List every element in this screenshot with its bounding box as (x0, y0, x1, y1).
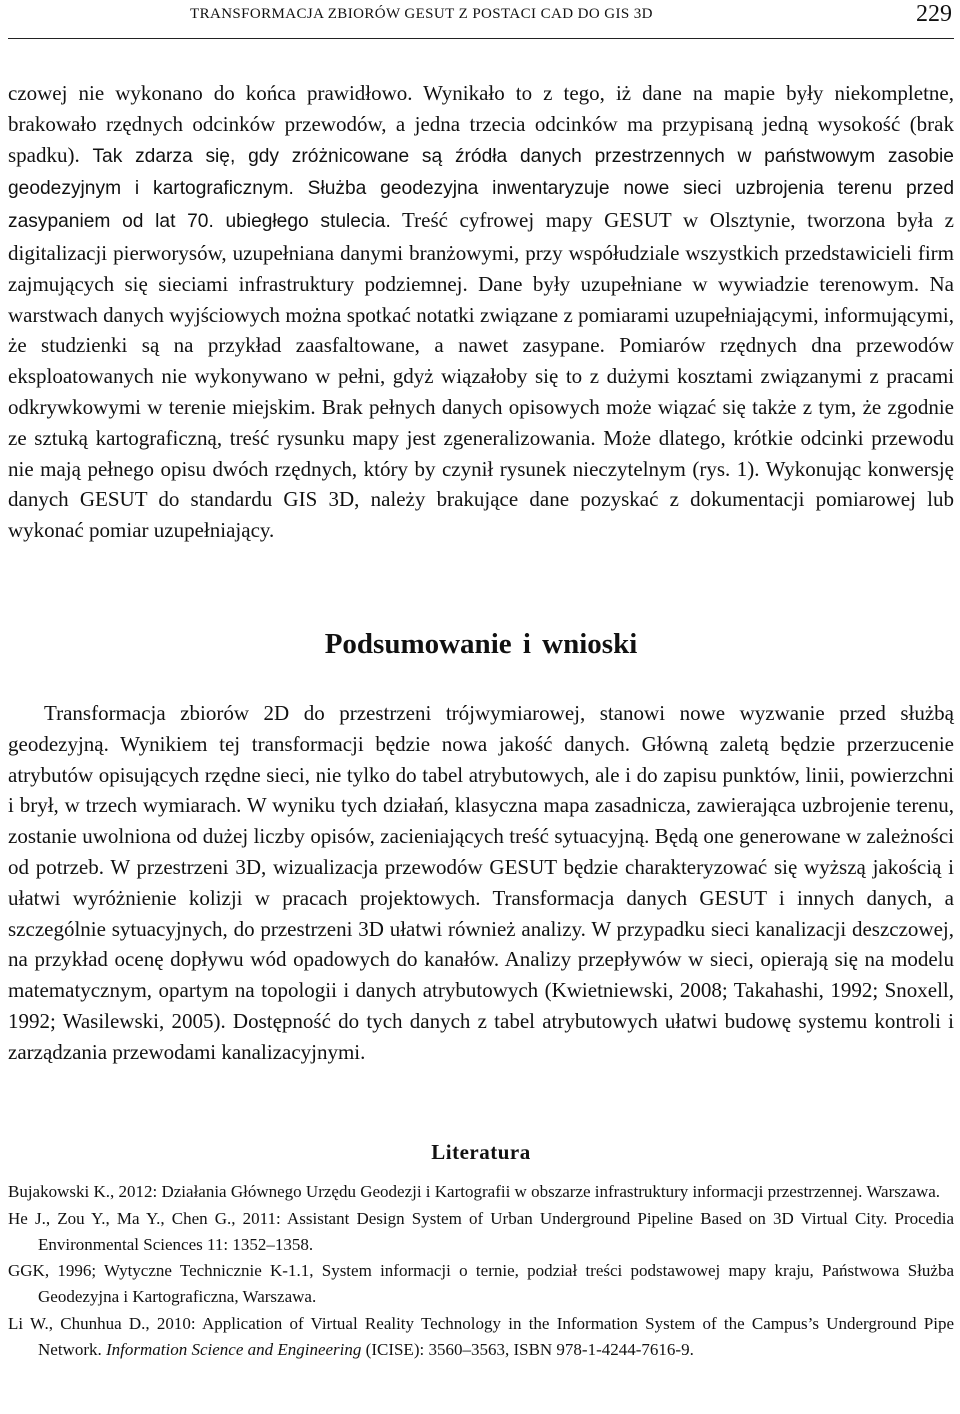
reference-item: Bujakowski K., 2012: Działania Głównego Urzędu Geodezji i Kartografii w obszarze infrastruktury informacji przestrzennej. Warszawa. (8, 1182, 941, 1201)
body-text-sans: Tak zdarza się, gdy zróżnicowane są źródła danych przestrzennych w państwowym zasobie geodezyjnym i kartograficznym. Służba geodezyjna inwentaryzuje nowe sieci uzbrojenia terenu przed zasypaniem od lat 70. ubiegłego stulecia. (8, 145, 954, 233)
page-number: 229 (916, 1, 952, 27)
page-header (8, 0, 954, 39)
running-head: TRANSFORMACJA ZBIORÓW GESUT Z POSTACI CAD DO GIS 3D (190, 6, 653, 22)
reference-text: Li W., Chunhua D., 2010: Application of Virtual Reality Technology in the Information System of the Campus’s Underground Pipe Network. (8, 1313, 954, 1359)
reference-item: GGK, 1996; Wytyczne Technicznie K-1.1, System informacji o ternie, podział treści podstawowej mapy kraju, Państwowa Służba Geodezyjna i Kartograficzna, Warszawa. (8, 1261, 954, 1306)
reference-item: He J., Zou Y., Ma Y., Chen G., 2011: Assistant Design System of Urban Underground Pipeline Based on 3D Virtual City. Procedia Environmental Sciences 11: 1352–1358. (8, 1208, 954, 1254)
body-paragraph (8, 78, 954, 546)
summary-paragraph: Transformacja zbiorów 2D do przestrzeni trójwymiarowej, stanowi nowe wyzwanie przed służbą geodezyjną. Wynikiem tej transformacji będzie nowa jakość danych. Główną zaletą będzie przerzucenie atrybutów opisujących rzędne sieci, nie tylko do tabel atrybutowych, ale i do zapisu punktów, linii, powierzchni i brył, w trzech wymiarach. W wyniku tych działań, klasyczna mapa zasadnicza, zawierająca uzbrojenie terenu, zostanie uwolniona od dużej liczby opisów, zacieniających treść sytuacyjną. Będą one generowane w zależności od potrzeb. W przestrzeni 3D, wizualizacja przewodów GESUT będzie charakteryzować się wyższą jakością i ułatwi wyróżnienie kolizji w pracach projektowych. Transformacja danych GESUT i innych danych, a szczególnie sytuacyjnych, do przestrzeni 3D ułatwi również analizy. W przypadku sieci kanalizacji deszczowej, na przykład ocenę dopływu wód opadowych do kanałów. Analizy przepływów w sieci, opierają się na modelu matematycznym, opartym na topologii i danych atrybutowych (Kwietniewski, 2008; Takahashi, 1992; Snoxell, 1992; Wasilewski, 2005). Dostępność do tych danych z tabel atrybutowych ułatwi budowę systemu kontroli i zarządzania przewodami kanalizacyjnymi. (8, 701, 954, 1064)
section-heading: Podsumowanie i wnioski (324, 628, 638, 660)
body-text-serif-2: Treść cyfrowej mapy GESUT w Olsztynie, tworzona była z digitalizacji pierworysów, uzupełniana danymi branżowymi, przy współudziale wszystkich przedstawicieli firm zajmujących się sieciami infrastruktury podziemnej. Dane były uzupełniane w wywiadzie terenowym. Na warstwach danych wyjściowych można spotkać notatki związane z pomiarami uzupełniającymi, informującymi, że studzienki są na przykład zaasfaltowane, a nawet zasypane. Pomiarów rzędnych dna przewodów eksploatowanych nie wykonywano w pełni, gdyż wiązałoby się to z dużymi kosztami związanymi z pracami odkrywkowymi w terenie miejskim. Brak pełnych danych opisowych może wiązać się także z tym, że zgodnie ze sztuką kartograficzną, treść rysunku mapy jest zgeneralizowania. Może dlatego, krótkie odcinki przewodu nie mają pełnego opisu dwóch rzędnych, który by czynił rysunek nieczytelnym (rys. 1). Wykonując konwersję danych GESUT do standardu GIS 3D, należy brakujące dane pozyskać z dokumentacji pomiarowej lub wykonać pomiar uzupełniający. (8, 208, 954, 543)
references-list (8, 1179, 954, 1363)
reference-text: (ICISE): 3560–3563, ISBN 978-1-4244-7616-9. (361, 1339, 694, 1359)
reference-italic-title: Information Science and Engineering (105, 1339, 362, 1359)
paper-page (8, 0, 954, 1414)
body-text-serif-1: czowej nie wykonano do końca prawidłowo. Wynikało to z tego, iż dane na mapie były niekompletne, brakowało rzędnych odcinków przewodów, a jedna trzecia odcinków ma przypisaną jedną wysokość (brak spadku). (8, 81, 954, 167)
reference-item (8, 1311, 954, 1363)
references-heading: Literatura (431, 1140, 531, 1164)
